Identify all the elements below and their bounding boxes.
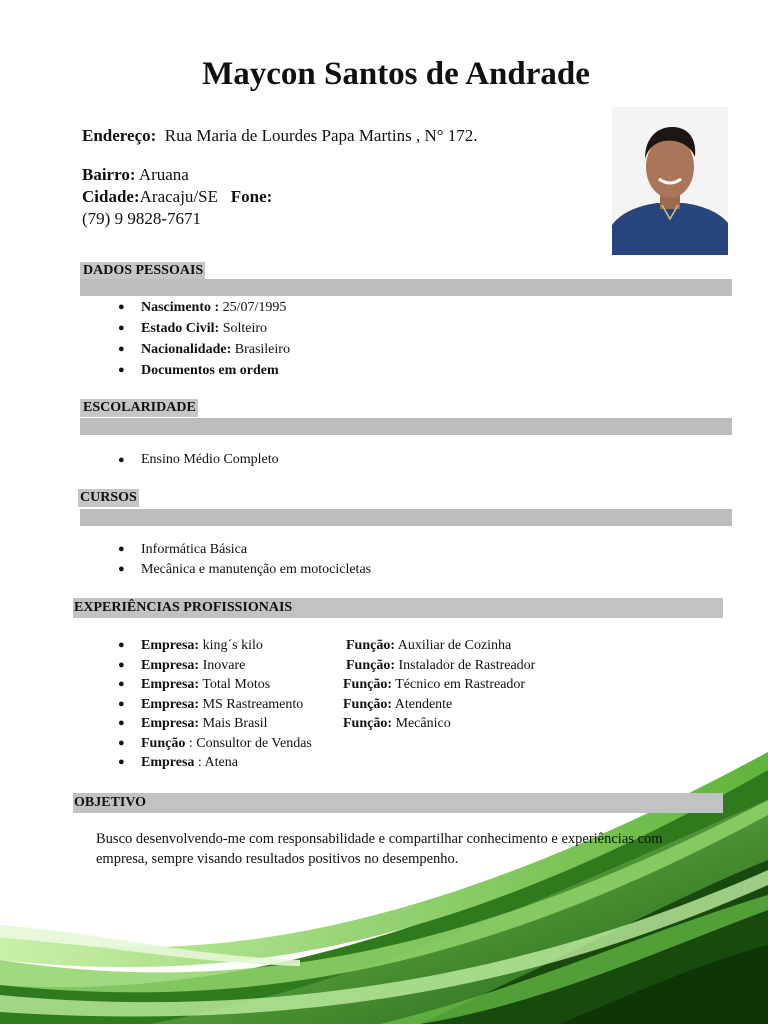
experiencias-list xyxy=(118,636,536,773)
section-header-dados-pessoais: DADOS PESSOAIS xyxy=(80,262,205,280)
list-item: ● Função : Consultor de Vendas xyxy=(118,734,312,754)
cursos-list xyxy=(118,540,371,579)
list-item: ● Empresa: MS Rastreamento Função: Atendente xyxy=(118,695,312,715)
cidade-value: Aracaju/SE xyxy=(139,187,218,206)
cidade-label: Cidade: xyxy=(82,187,140,206)
escolaridade-list xyxy=(118,450,279,470)
list-item: ● Nacionalidade: Brasileiro xyxy=(118,339,290,360)
list-item: ● Informática Básica xyxy=(118,540,371,560)
phone-value: (79) 9 9828-7671 xyxy=(82,209,201,228)
bairro-line xyxy=(82,164,478,186)
cidade-line xyxy=(82,186,478,208)
profile-photo xyxy=(612,107,728,255)
section-header-objetivo: OBJETIVO xyxy=(73,793,723,813)
objective-text: Busco desenvolvendo-me com responsabilidade e compartilhar conhecimento e experiências com empresa, sempre visando resultados positivos no desempenho. xyxy=(96,831,663,867)
address-line xyxy=(82,125,478,147)
bairro-label: Bairro: xyxy=(82,165,136,184)
list-item: ● Empresa: Mais Brasil Função: Mecânico xyxy=(118,714,312,734)
contact-block xyxy=(82,125,478,230)
section-header-cursos: CURSOS xyxy=(80,490,137,505)
dados-pessoais-list xyxy=(118,297,290,381)
section-header-experiencias: EXPERIÊNCIAS PROFISSIONAIS xyxy=(73,598,723,618)
address-value: Rua Maria de Lourdes Papa Martins , N° 172. xyxy=(164,126,478,145)
section-bar xyxy=(80,509,732,526)
list-item: ● Empresa: king´s kilo Função: Auxiliar de Cozinha xyxy=(118,636,312,656)
list-item: ● Empresa: Inovare Função: Instalador de Rastreador xyxy=(118,656,312,676)
fone-label: Fone: xyxy=(230,187,273,206)
bairro-value: Aruana xyxy=(138,165,189,184)
list-item: ● Documentos em ordem xyxy=(118,360,290,381)
list-item: ● Mecânica e manutenção em motocicletas xyxy=(118,560,371,580)
section-bar xyxy=(80,418,732,435)
list-item: ● Ensino Médio Completo xyxy=(118,450,279,470)
list-item: ● Empresa : Atena xyxy=(118,753,312,773)
list-item: ● Empresa: Total Motos Função: Técnico em Rastreador xyxy=(118,675,312,695)
list-item: ● Nascimento : 25/07/1995 xyxy=(118,297,290,318)
list-item: ● Estado Civil: Solteiro xyxy=(118,318,290,339)
address-label: Endereço: xyxy=(82,126,157,145)
page-title: Maycon Santos de Andrade xyxy=(202,56,590,92)
section-header-escolaridade: ESCOLARIDADE xyxy=(80,399,198,417)
section-bar xyxy=(80,279,732,296)
